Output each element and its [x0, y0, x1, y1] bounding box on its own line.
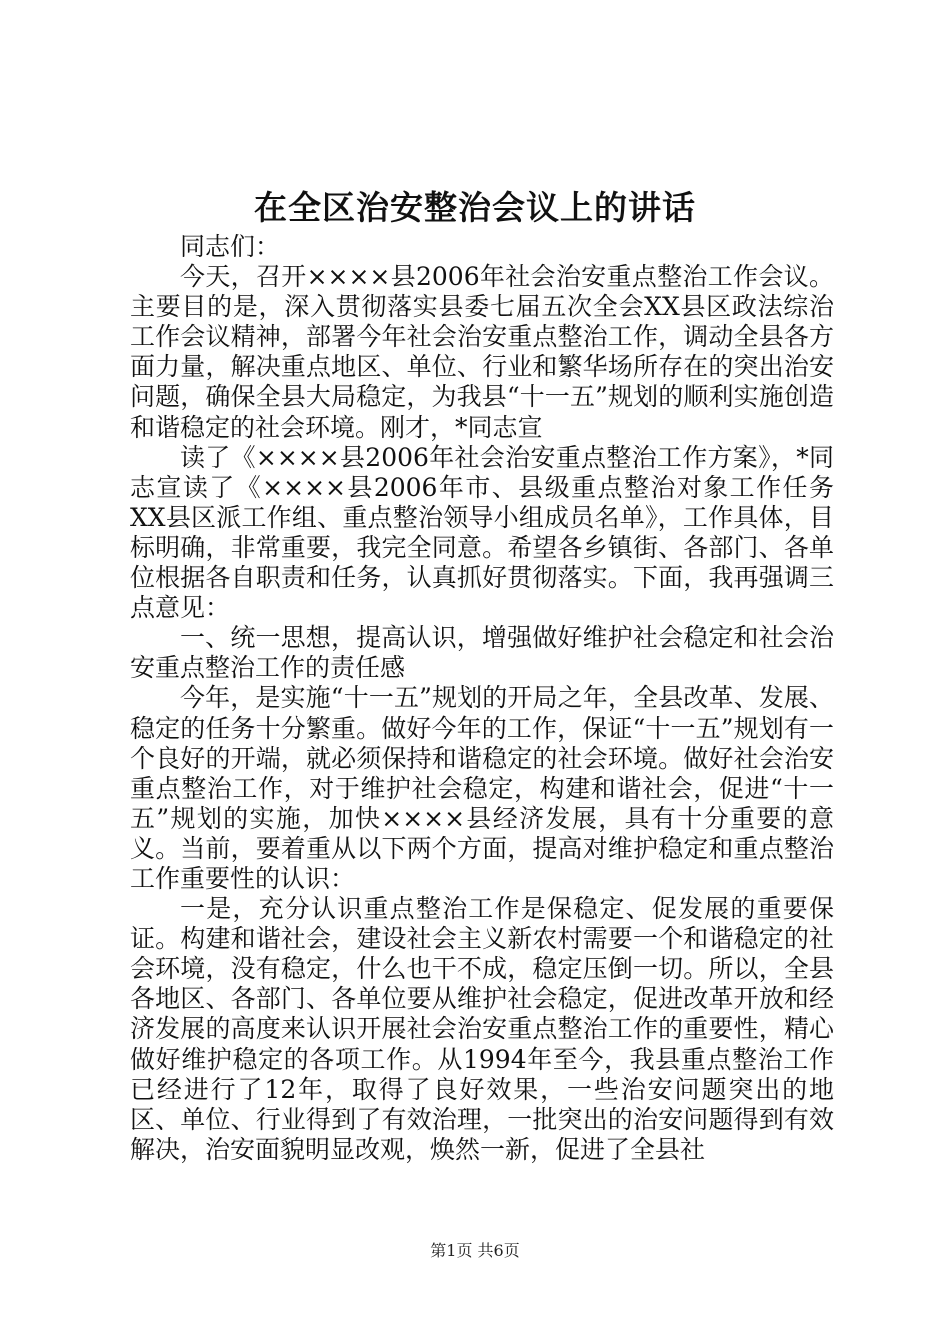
paragraph-3: 今年，是实施“十一五”规划的开局之年，全县改革、发展、稳定的任务十分繁重。做好今年的工作，保证“十一五”规划有一个良好的开端，就必须保持和谐稳定的社会环境。做好社会治安重点整治工作，对于维护社会稳定，构建和谐社会，促进“十一五”规划的实施，加快××××县经济发展，具有十分重要的意义。当前，要着重从以下两个方面，提高对维护稳定和重点整治工作重要性的认识：	[130, 683, 834, 893]
paragraph-1: 今天，召开××××县2006年社会治安重点整治工作会议。主要目的是，深入贯彻落实县委七届五次全会XX县区政法综治工作会议精神，部署今年社会治安重点整治工作，调动全县各方面力量，解决重点地区、单位、行业和繁华场所存在的突出治安问题，确保全县大局稳定，为我县“十一五”规划的顺利实施创造和谐稳定的社会环境。刚才，*同志宣	[130, 262, 834, 442]
document-title: 在全区治安整治会议上的讲话	[254, 188, 696, 227]
section-heading-1: 一、统一思想，提高认识，增强做好维护社会稳定和社会治安重点整治工作的责任感	[130, 623, 834, 683]
paragraph-salutation: 同志们：	[180, 232, 281, 261]
document-body	[130, 232, 834, 1165]
paragraph-4: 一是，充分认识重点整治工作是保稳定、促发展的重要保证。构建和谐社会，建设社会主义新农村需要一个和谐稳定的社会环境，没有稳定，什么也干不成，稳定压倒一切。所以，全县各地区、各部门、各单位要从维护社会稳定，促进改革开放和经济发展的高度来认识开展社会治安重点整治工作的重要性，精心做好维护稳定的各项工作。从1994年至今，我县重点整治工作已经进行了12年，取得了良好效果，一些治安问题突出的地区、单位、行业得到了有效治理，一批突出的治安问题得到有效解决，治安面貌明显改观，焕然一新，促进了全县社	[130, 894, 834, 1164]
page-number-footer: 第1页 共6页	[430, 1241, 520, 1260]
paragraph-2: 读了《××××县2006年社会治安重点整治工作方案》，*同志宣读了《××××县2006年市、县级重点整治对象工作任务XX县区派工作组、重点整治领导小组成员名单》，工作具体，目标明确，非常重要，我完全同意。希望各乡镇街、各部门、各单位根据各自职责和任务，认真抓好贯彻落实。下面，我再强调三点意见：	[130, 442, 834, 623]
